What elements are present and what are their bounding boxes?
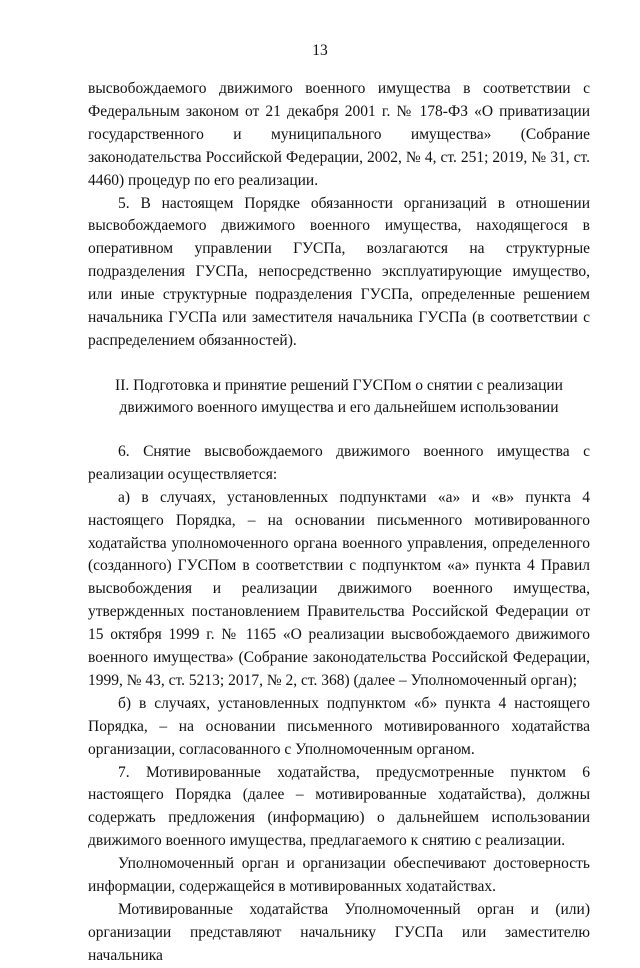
- document-body: [88, 78, 590, 968]
- page-number: 13: [312, 42, 328, 59]
- paragraph-reliability: Уполномоченный орган и организации обеспечивают достоверность информации, содержащейся в мотивированных ходатайствах.: [88, 855, 590, 896]
- paragraph-submission: Мотивированные ходатайства Уполномоченный орган и (или) организации представляют начальнику ГУСПа или заместителю начальника: [88, 901, 590, 964]
- paragraph-item-7: 7. Мотивированные ходатайства, предусмотренные пунктом 6 настоящего Порядка (далее – мотивированные ходатайства), должны содержать предложения (информацию) о дальнейшем использовании движимого военного имущества, предлагаемого к снятию с реализации.: [88, 763, 590, 850]
- paragraph-item-6: 6. Снятие высвобождаемого движимого военного имущества с реализации осуществляется:: [88, 442, 590, 483]
- paragraph-continuation: высвобождаемого движимого военного имущества в соответствии с Федеральным законом от 21 декабря 2001 г. № 178-ФЗ «О приватизации государственного и муниципального имущества» (Собрание законодательства Российской Федерации, 2002, № 4, ст. 251; 2019, № 31, ст. 4460) процедур по его реализации.: [88, 80, 590, 189]
- section-heading: II. Подготовка и принятие решений ГУСПом о снятии с реализации движимого военного имущества и его дальнейшем использовании: [115, 376, 563, 416]
- paragraph-subitem-b: б) в случаях, установленных подпунктом «б» пункта 4 настоящего Порядка, – на основании письменного мотивированного ходатайства организации, согласованного с Уполномоченным органом.: [88, 694, 590, 758]
- paragraph-item-5: 5. В настоящем Порядке обязанности организаций в отношении высвобождаемого движимого военного имущества, находящегося в оперативном управлении ГУСПа, возлагаются на структурные подразделения ГУСПа, непосредственно эксплуатирующие имущество, или иные структурные подразделения ГУСПа, определенные решением начальника ГУСПа или заместителя начальника ГУСПа (в соответствии с распределением обязанностей).: [88, 194, 590, 349]
- paragraph-subitem-a: а) в случаях, установленных подпунктами «а» и «в» пункта 4 настоящего Порядка, – на основании письменного мотивированного ходатайства уполномоченного органа военного управления, определенного (созданного) ГУСПом в соответствии с подпунктом «а» пункта 4 Правил высвобождения и реализации движимого военного имущества, утвержденных постановлением Правительства Российской Федерации от 15 октября 1999 г. № 1165 «О реализации высвобождаемого движимого военного имущества» (Собрание законодательства Российской Федерации, 1999, № 43, ст. 5213; 2017, № 2, ст. 368) (далее – Уполномоченный орган);: [88, 488, 590, 689]
